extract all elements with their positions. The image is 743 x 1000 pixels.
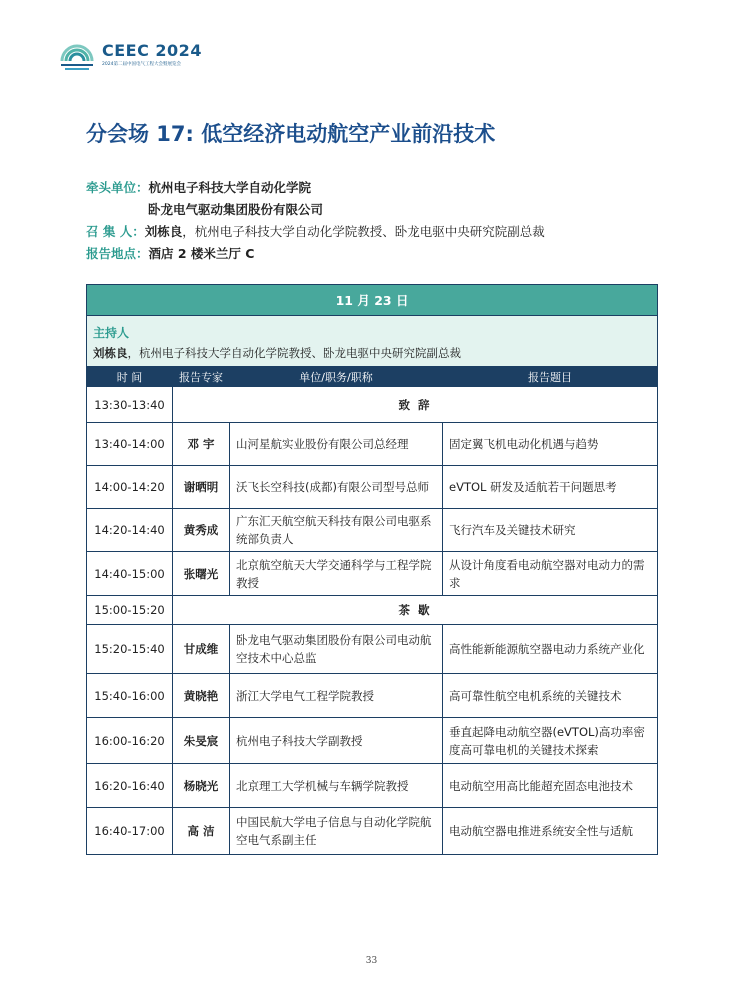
host-text [93, 345, 651, 361]
date-row [87, 285, 658, 316]
row-unit: 北京航空航天大学交通科学与工程学院教授 [230, 552, 443, 596]
venue-value: 酒店 2 楼米兰厅 C [148, 246, 255, 261]
row-unit: 浙江大学电气工程学院教授 [230, 674, 443, 718]
row-time: 14:20-14:40 [87, 509, 173, 552]
lead-org-1: 杭州电子科技大学自动化学院 [148, 180, 312, 195]
host-label: 主持人 [93, 325, 130, 340]
row-unit: 广东汇天航空航天科技有限公司电驱系统部负责人 [230, 509, 443, 552]
ceec-logo [58, 35, 202, 75]
table-row [87, 764, 658, 808]
row-expert: 邓 宇 [173, 423, 230, 466]
page-title: 分会场 17: 低空经济电动航空产业前沿技术 [86, 122, 496, 146]
row-expert: 杨晓光 [173, 764, 230, 808]
row-unit: 沃飞长空科技(成都)有限公司型号总师 [230, 466, 443, 509]
venue-line [86, 244, 254, 262]
host-detail: ，杭州电子科技大学自动化学院教授、卧龙电驱中央研究院副总裁 [127, 345, 461, 360]
row-topic: 固定翼飞机电动化机遇与趋势 [443, 423, 658, 466]
row-topic: 垂直起降电动航空器(eVTOL)高功率密度高可靠电机的关键技术探索 [443, 718, 658, 764]
row-unit: 卧龙电气驱动集团股份有限公司电动航空技术中心总监 [230, 625, 443, 674]
row-time: 15:20-15:40 [87, 625, 173, 674]
table-row [87, 808, 658, 855]
convener-detail: ，杭州电子科技大学自动化学院教授、卧龙电驱中央研究院副总裁 [182, 224, 545, 239]
row-time: 14:40-15:00 [87, 552, 173, 596]
row-time: 15:40-16:00 [87, 674, 173, 718]
page-number: 33 [365, 956, 378, 966]
row-expert: 黄秀成 [173, 509, 230, 552]
host-name: 刘栋良 [93, 345, 128, 360]
logo-brand: CEEC 2024 [102, 41, 202, 60]
row-unit: 杭州电子科技大学副教授 [230, 718, 443, 764]
row-unit: 山河星航实业股份有限公司总经理 [230, 423, 443, 466]
schedule-table [86, 284, 658, 855]
row-session: 茶 歇 [173, 596, 658, 625]
row-time: 13:30-13:40 [87, 387, 173, 423]
header-time: 时 间 [87, 367, 173, 387]
convener-name: 刘栋良 [144, 224, 183, 239]
table-row [87, 674, 658, 718]
lead-unit-line [86, 178, 311, 196]
table-row [87, 509, 658, 552]
table-row [87, 718, 658, 764]
lead-org-2: 卧龙电气驱动集团股份有限公司 [148, 202, 324, 217]
row-expert: 谢晒明 [173, 466, 230, 509]
table-row [87, 596, 658, 625]
row-time: 15:00-15:20 [87, 596, 173, 625]
row-expert: 黄晓艳 [173, 674, 230, 718]
row-time: 16:20-16:40 [87, 764, 173, 808]
row-expert: 高 洁 [173, 808, 230, 855]
convener-label: 召 集 人： [86, 224, 145, 239]
logo-tagline: 2024第二届中国电气工程大会暨展览会 [102, 62, 181, 67]
row-topic: 电动航空器电推进系统安全性与适航 [443, 808, 658, 855]
lead-label: 牵头单位： [86, 180, 149, 195]
host-row [87, 316, 658, 367]
table-row [87, 625, 658, 674]
header-unit: 单位/职务/职称 [230, 367, 443, 387]
row-topic: 从设计角度看电动航空器对电动力的需求 [443, 552, 658, 596]
header-topic: 报告题目 [443, 367, 658, 387]
row-topic: 高可靠性航空电机系统的关键技术 [443, 674, 658, 718]
header-expert: 报告专家 [173, 367, 230, 387]
row-unit: 中国民航大学电子信息与自动化学院航空电气系副主任 [230, 808, 443, 855]
ceec-logo-icon [58, 35, 96, 73]
table-row [87, 423, 658, 466]
header-row [87, 367, 658, 387]
row-expert: 甘成维 [173, 625, 230, 674]
convener-line [86, 222, 545, 240]
venue-label: 报告地点： [86, 246, 149, 261]
row-session: 致 辞 [173, 387, 658, 423]
row-unit: 北京理工大学机械与车辆学院教授 [230, 764, 443, 808]
row-topic: 高性能新能源航空器电动力系统产业化 [443, 625, 658, 674]
lead-unit-line-2 [148, 200, 323, 218]
row-time: 16:40-17:00 [87, 808, 173, 855]
row-time: 16:00-16:20 [87, 718, 173, 764]
row-expert: 朱旻宸 [173, 718, 230, 764]
row-time: 14:00-14:20 [87, 466, 173, 509]
row-expert: 张曙光 [173, 552, 230, 596]
table-row [87, 466, 658, 509]
host-cell [87, 316, 658, 367]
table-row [87, 552, 658, 596]
row-time: 13:40-14:00 [87, 423, 173, 466]
table-row [87, 387, 658, 423]
row-topic: eVTOL 研发及适航若干问题思考 [443, 466, 658, 509]
row-topic: 电动航空用高比能超充固态电池技术 [443, 764, 658, 808]
row-topic: 飞行汽车及关键技术研究 [443, 509, 658, 552]
date-cell: 11 月 23 日 [87, 285, 658, 316]
